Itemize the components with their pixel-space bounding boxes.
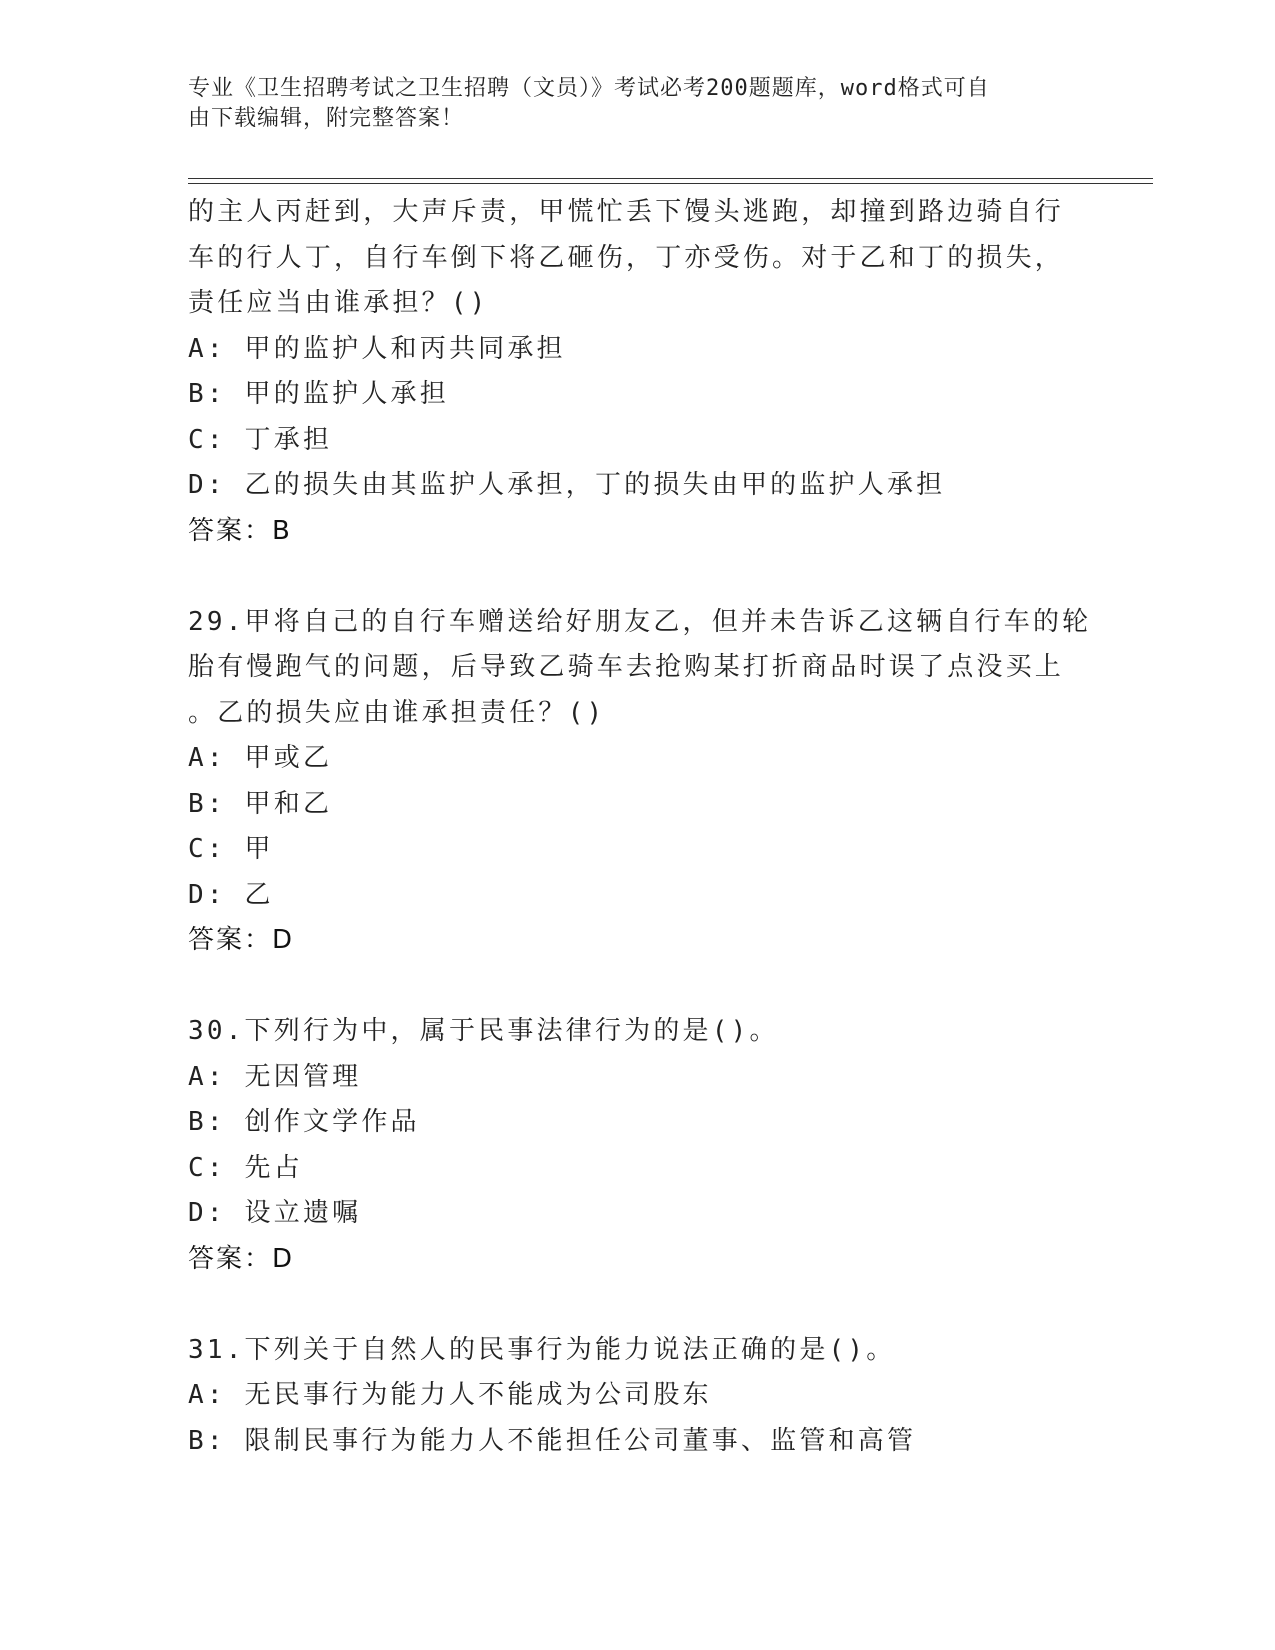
- option-b: B: 创作文学作品: [188, 1107, 420, 1137]
- option-d: D: 乙: [188, 879, 274, 910]
- option-d: D: 乙的损失由其监护人承担，丁的损失由甲的监护人承担: [188, 470, 946, 500]
- question-text-line: 29.甲将自己的自行车赠送给好朋友乙，但并未告诉乙这辆自行车的轮: [188, 606, 1092, 637]
- answer-line: 答案：B: [188, 515, 292, 546]
- question-29: [188, 600, 1092, 964]
- option-a: A: 无因管理: [188, 1061, 362, 1092]
- header-line-2: 由下载编辑，附完整答案！: [188, 106, 465, 131]
- question-text-line: 胎有慢跑气的问题，后导致乙骑车去抢购某打折商品时误了点没买上: [188, 652, 1065, 682]
- question-31: [188, 1328, 1088, 1465]
- question-list: [188, 190, 1092, 1464]
- question-30: [188, 1009, 1088, 1282]
- option-b: B: 限制民事行为能力人不能担任公司董事、监管和高管: [188, 1425, 917, 1456]
- spacer: [188, 964, 1088, 1010]
- document-header: [188, 74, 1068, 134]
- question-text-line: 的主人丙赶到，大声斥责，甲慌忙丢下馒头逃跑，却撞到路边骑自行: [188, 197, 1065, 227]
- question-text-line: 责任应当由谁承担？(): [188, 288, 489, 318]
- option-c: C: 甲: [188, 834, 274, 864]
- spacer: [188, 554, 1088, 600]
- question-text-line: 31.下列关于自然人的民事行为能力说法正确的是()。: [188, 1334, 896, 1365]
- option-c: C: 丁承担: [188, 424, 333, 455]
- header-divider-bottom: [188, 183, 1153, 184]
- option-a: A: 甲或乙: [188, 743, 333, 773]
- answer-line: 答案：D: [188, 1243, 295, 1274]
- option-a: A: 甲的监护人和丙共同承担: [188, 333, 566, 364]
- option-c: C: 先占: [188, 1152, 303, 1183]
- header-line-1: 专业《卫生招聘考试之卫生招聘（文员）》考试必考200题题库，word格式可自: [188, 76, 990, 101]
- option-b: B: 甲和乙: [188, 788, 333, 819]
- question-text-line: 车的行人丁，自行车倒下将乙砸伤，丁亦受伤。对于乙和丁的损失，: [188, 242, 1065, 273]
- option-d: D: 设立遗嘱: [188, 1198, 362, 1228]
- question-28: [188, 190, 1088, 554]
- header-divider-top: [188, 178, 1153, 179]
- option-b: B: 甲的监护人承担: [188, 379, 449, 409]
- option-a: A: 无民事行为能力人不能成为公司股东: [188, 1380, 712, 1410]
- spacer: [188, 1282, 1088, 1328]
- question-text-line: 。乙的损失应由谁承担责任？(): [188, 697, 606, 728]
- answer-line: 答案：D: [188, 925, 295, 955]
- question-text-line: 30.下列行为中，属于民事法律行为的是()。: [188, 1016, 779, 1046]
